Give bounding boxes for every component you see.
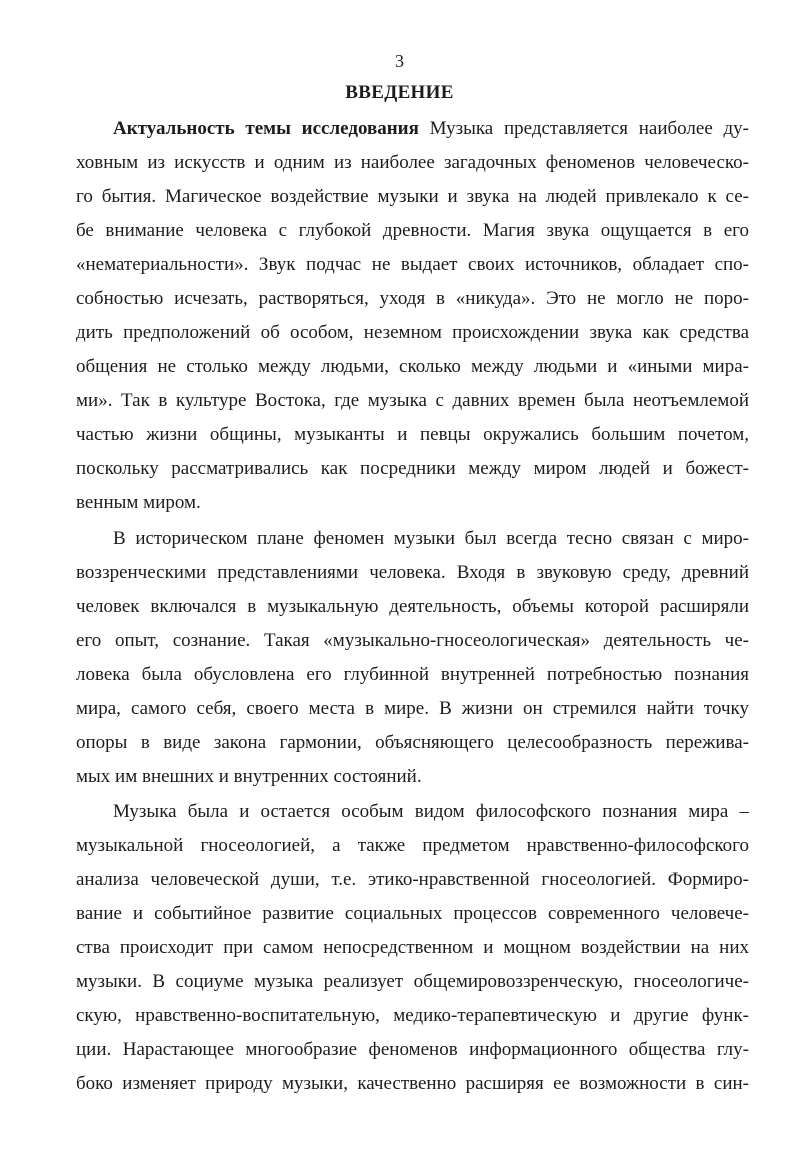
paragraph-1-line-9: ми». Так в культуре Востока, где музыка с давних времен была неотъемлемой [76,390,749,411]
section-heading: ВВЕДЕНИЕ [345,82,454,103]
paragraph-3-line-1: Музыка была и остается особым видом философского познания мира – [113,801,749,822]
paragraph-1-line-1-rest: Музыка представляется наиболее ду- [418,118,749,139]
paragraph-1-line-12: венным миром. [76,492,201,513]
paragraph-3-line-4: вание и событийное развитие социальных процессов современного человече- [76,903,749,924]
paragraph-1-line-1 [113,117,749,141]
paragraph-3-line-8: ции. Нарастающее многообразие феноменов информационного общества глу- [76,1039,749,1060]
paragraph-1-line-7: дить предположений об особом, неземном происхождении звука как средства [76,322,749,343]
paragraph-2-line-7: опоры в виде закона гармонии, объясняющего целесообразность пережива- [76,732,749,753]
paragraph-1-line-3: го бытия. Магическое воздействие музыки и звука на людей привлекало к се- [76,186,749,207]
paragraph-3-line-5: ства происходит при самом непосредственном и мощном воздействии на них [76,937,749,958]
paragraph-3-line-7: скую, нравственно-воспитательную, медико-терапевтическую и другие функ- [76,1005,749,1026]
paragraph-1-line-10: частью жизни общины, музыканты и певцы окружались большим почетом, [76,424,749,445]
relevance-lead: Актуальность темы исследования [113,118,419,139]
paragraph-2-line-5: ловека была обусловлена его глубинной внутренней потребностью познания [76,664,749,685]
paragraph-2-line-4: его опыт, сознание. Такая «музыкально-гносеологическая» деятельность че- [76,630,749,651]
paragraph-3-line-6: музыки. В социуме музыка реализует общемировоззренческую, гносеологиче- [76,971,749,992]
paragraph-1-line-8: общения не столько между людьми, сколько между людьми и «иными мира- [76,356,749,377]
paragraph-3-line-2: музыкальной гносеологией, а также предметом нравственно-философского [76,835,749,856]
paragraph-2-line-6: мира, самого себя, своего места в мире. В жизни он стремился найти точку [76,698,749,719]
paragraph-2-line-1: В историческом плане феномен музыки был всегда тесно связан с миро- [113,528,749,549]
paragraph-2-line-8: мых им внешних и внутренних состояний. [76,766,422,787]
paragraph-1-line-4: бе внимание человека с глубокой древности. Магия звука ощущается в его [76,220,749,241]
paragraph-1-line-11: поскольку рассматривались как посредники между миром людей и божест- [76,458,749,479]
paragraph-1-line-6: собностью исчезать, растворяться, уходя в «никуда». Это не могло не поро- [76,288,749,309]
paragraph-2-line-2: воззренческими представлениями человека. Входя в звуковую среду, древний [76,562,749,583]
paragraph-3-line-9: боко изменяет природу музыки, качественно расширяя ее возможности в син- [76,1073,749,1094]
page-number: 3 [395,51,404,71]
paragraph-2-line-3: человек включался в музыкальную деятельность, объемы которой расширяли [76,596,749,617]
paragraph-1-line-2: ховным из искусств и одним из наиболее загадочных феноменов человеческо- [76,152,749,173]
paragraph-1-line-5: «нематериальности». Звук подчас не выдает своих источников, обладает спо- [76,254,749,275]
paragraph-3-line-3: анализа человеческой души, т.е. этико-нравственной гносеологией. Формиро- [76,869,749,890]
